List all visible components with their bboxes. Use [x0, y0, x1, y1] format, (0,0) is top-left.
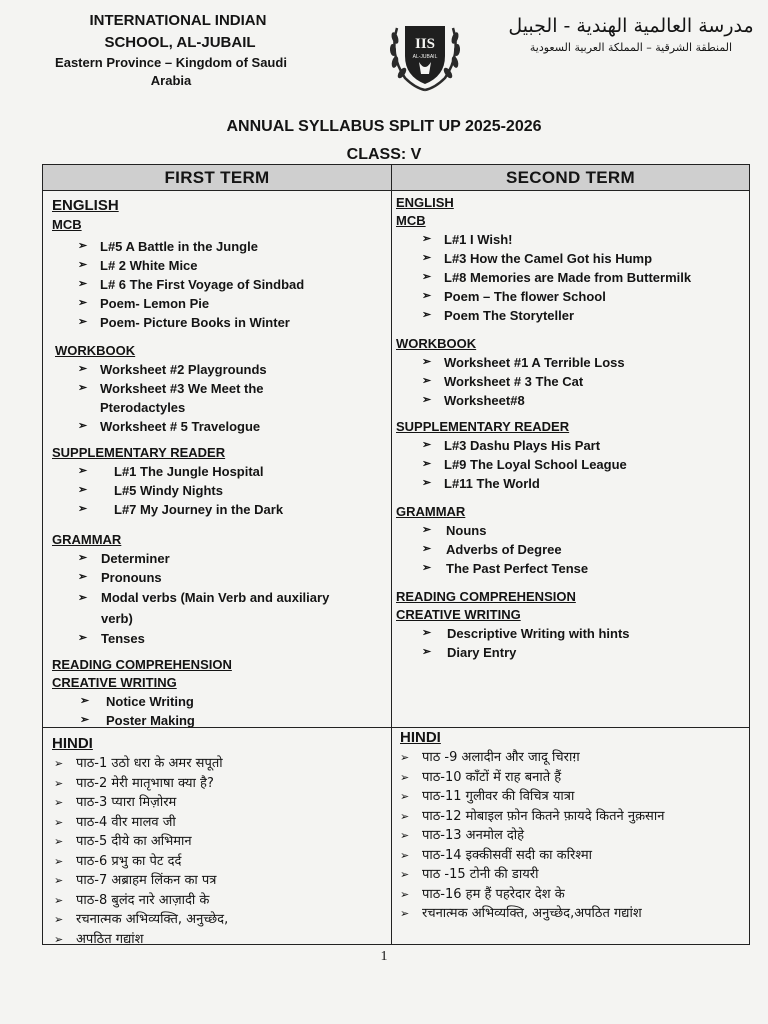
supplementary-list — [52, 462, 387, 519]
list-item: ➢ Diary Entry — [422, 645, 517, 660]
document-title: ANNUAL SYLLABUS SPLIT UP 2025-2026 — [226, 118, 542, 135]
list-item: ➢ Adverbs of Degree — [422, 542, 562, 557]
first-term-hindi — [52, 734, 387, 949]
list-item: ➢ पाठ -9 अलादीन और जादू चिराग़ — [400, 750, 580, 765]
arabic-line2: المنطقة الشرقية – المملكة العربية السعودية — [529, 41, 733, 54]
section-title-english: ENGLISH — [396, 195, 454, 210]
creative-list — [396, 624, 746, 662]
section-title-reading: READING COMPREHENSION — [52, 657, 232, 672]
list-item: ➢ Worksheet # 5 Travelogue — [78, 419, 261, 434]
list-item: ➢ L#9 The Loyal School League — [422, 457, 627, 472]
list-item: ➢ Nouns — [422, 523, 487, 538]
class-label: CLASS: V — [346, 146, 422, 163]
school-name-line1: INTERNATIONAL INDIAN — [89, 12, 267, 29]
list-item: ➢ L#8 Memories are Made from Buttermilk — [422, 270, 692, 285]
list-item: ➢ Worksheet #2 Playgrounds — [78, 362, 267, 377]
list-item: ➢ पाठ-6 प्रभु का पेट दर्द — [54, 853, 182, 869]
list-item: ➢ पाठ-11 गुलीवर की विचित्र यात्रा — [400, 789, 575, 804]
page-number: 1 — [380, 949, 388, 964]
list-item: ➢ L#3 How the Camel Got his Hump — [422, 251, 653, 266]
logo-subtext: AL-JUBAIL — [412, 54, 438, 60]
grammar-list — [52, 549, 387, 648]
list-item: ➢ Modal verbs (Main Verb and auxiliary — [78, 590, 330, 605]
section-title-grammar: GRAMMAR — [396, 504, 466, 519]
list-item: ➢ पाठ-16 हम हैं पहरेदार देश के — [400, 886, 565, 902]
list-item: ➢ L#1 The Jungle Hospital — [78, 464, 264, 479]
list-item: ➢ L#5 Windy Nights — [78, 483, 223, 498]
list-item: ➢ The Past Perfect Tense — [422, 561, 589, 576]
list-item: ➢ Tenses — [78, 631, 145, 646]
section-title-mcb: MCB — [396, 213, 426, 228]
creative-list — [52, 692, 387, 730]
list-item: Pterodactyles — [100, 400, 186, 415]
list-item: ➢ L#1 I Wish! — [422, 232, 513, 247]
school-name-line2: SCHOOL, AL-JUBAIL — [104, 34, 256, 51]
list-item: ➢ Worksheet # 3 The Cat — [422, 374, 584, 389]
section-title-grammar: GRAMMAR — [52, 532, 122, 547]
section-title-workbook: WORKBOOK — [396, 336, 477, 351]
school-name-arabic — [500, 12, 762, 56]
list-item: ➢ पाठ-5 दीये का अभिमान — [54, 834, 192, 849]
list-item: ➢ रचनात्मक अभिव्यक्ति, अनुच्छेद, — [54, 912, 229, 927]
list-item: ➢ पाठ-7 अब्राहम लिंकन का पत्र — [54, 873, 217, 888]
section-title-reading: READING COMPREHENSION — [396, 589, 576, 604]
section-title-mcb: MCB — [52, 217, 82, 232]
list-item: ➢ पाठ-3 प्यारा मिज़ोरम — [54, 795, 177, 810]
first-term-english — [52, 196, 387, 730]
list-item: ➢ L#3 Dashu Plays His Part — [422, 438, 601, 453]
list-item: ➢ Notice Writing — [80, 694, 194, 709]
table-header-divider — [42, 190, 750, 191]
list-item: ➢ L#5 A Battle in the Jungle — [78, 239, 258, 254]
list-item: ➢ Descriptive Writing with hints — [422, 626, 630, 641]
workbook-list — [52, 360, 387, 436]
list-item: ➢ Poem The Storyteller — [422, 308, 575, 323]
list-item: ➢ Poem- Lemon Pie — [78, 296, 210, 311]
section-title-english: ENGLISH — [52, 197, 119, 214]
list-item: verb) — [101, 611, 133, 626]
list-item: ➢ Determiner — [78, 551, 170, 566]
first-term-heading: FIRST TERM — [164, 168, 270, 187]
arabic-line1: مدرسة العالمية الهندية - الجبيل — [508, 15, 754, 37]
school-logo — [383, 14, 467, 94]
school-location-line2: Arabia — [150, 73, 192, 88]
mcb-list — [52, 237, 387, 332]
section-title-supplementary: SUPPLEMENTARY READER — [52, 445, 226, 460]
list-item: ➢ पाठ-14 इक्कीसवीं सदी का करिश्मा — [400, 847, 593, 863]
section-title-creative: CREATIVE WRITING — [396, 607, 521, 622]
list-item: ➢ पाठ-2 मेरी मातृभाषा क्या है? — [54, 775, 214, 791]
list-item: ➢ पाठ-1 उठो धरा के अमर सपूतो — [54, 756, 223, 771]
second-term-heading: SECOND TERM — [506, 168, 635, 187]
list-item: ➢ Poem – The flower School — [422, 289, 606, 304]
list-item: ➢ L#11 The World — [422, 476, 540, 491]
second-term-english — [396, 194, 746, 662]
list-item: ➢ Worksheet #3 We Meet the — [78, 381, 264, 396]
list-item: ➢ Pronouns — [78, 570, 162, 585]
school-name-english — [18, 10, 338, 90]
supplementary-list — [396, 436, 746, 493]
list-item: ➢ अपठित गद्यांश — [54, 931, 144, 947]
list-item: ➢ पाठ -15 टोनी की डायरी — [400, 867, 539, 882]
list-item: ➢ पाठ-13 अनमोल दोहे — [400, 828, 525, 843]
list-item: ➢ L# 6 The First Voyage of Sindbad — [78, 277, 305, 292]
school-location-line1: Eastern Province – Kingdom of Saudi — [55, 55, 287, 70]
list-item: ➢ L#7 My Journey in the Dark — [78, 502, 284, 517]
second-term-hindi — [400, 728, 746, 924]
grammar-list — [396, 521, 746, 578]
section-title-creative: CREATIVE WRITING — [52, 675, 177, 690]
hindi-list — [52, 754, 387, 949]
section-title-hindi: HINDI — [400, 729, 441, 746]
logo-text: IIS — [414, 36, 436, 52]
section-title-hindi: HINDI — [52, 735, 93, 752]
mcb-list — [396, 230, 746, 325]
list-item: ➢ पाठ-8 बुलंद नारे आज़ादी के — [54, 892, 210, 908]
list-item: ➢ Poem- Picture Books in Winter — [78, 315, 290, 330]
list-item: ➢ पाठ-10 काँटों में राह बनाते हैं — [400, 769, 562, 785]
list-item: ➢ Worksheet#8 — [422, 393, 525, 408]
list-item: ➢ L# 2 White Mice — [78, 258, 198, 273]
list-item: ➢ पाठ-12 मोबाइल फ़ोन कितने फ़ायदे कितने नुक़सान — [400, 808, 665, 824]
list-item: ➢ पाठ-4 वीर मालव जी — [54, 814, 176, 830]
section-title-supplementary: SUPPLEMENTARY READER — [396, 419, 570, 434]
list-item: ➢ रचनात्मक अभिव्यक्ति, अनुच्छेद,अपठित गद्यांश — [400, 906, 642, 921]
hindi-list — [400, 748, 746, 924]
workbook-list — [396, 353, 746, 410]
table-column-divider — [391, 164, 392, 945]
section-title-workbook: WORKBOOK — [55, 343, 136, 358]
list-item: ➢ Poster Making — [80, 713, 195, 728]
list-item: ➢ Worksheet #1 A Terrible Loss — [422, 355, 625, 370]
